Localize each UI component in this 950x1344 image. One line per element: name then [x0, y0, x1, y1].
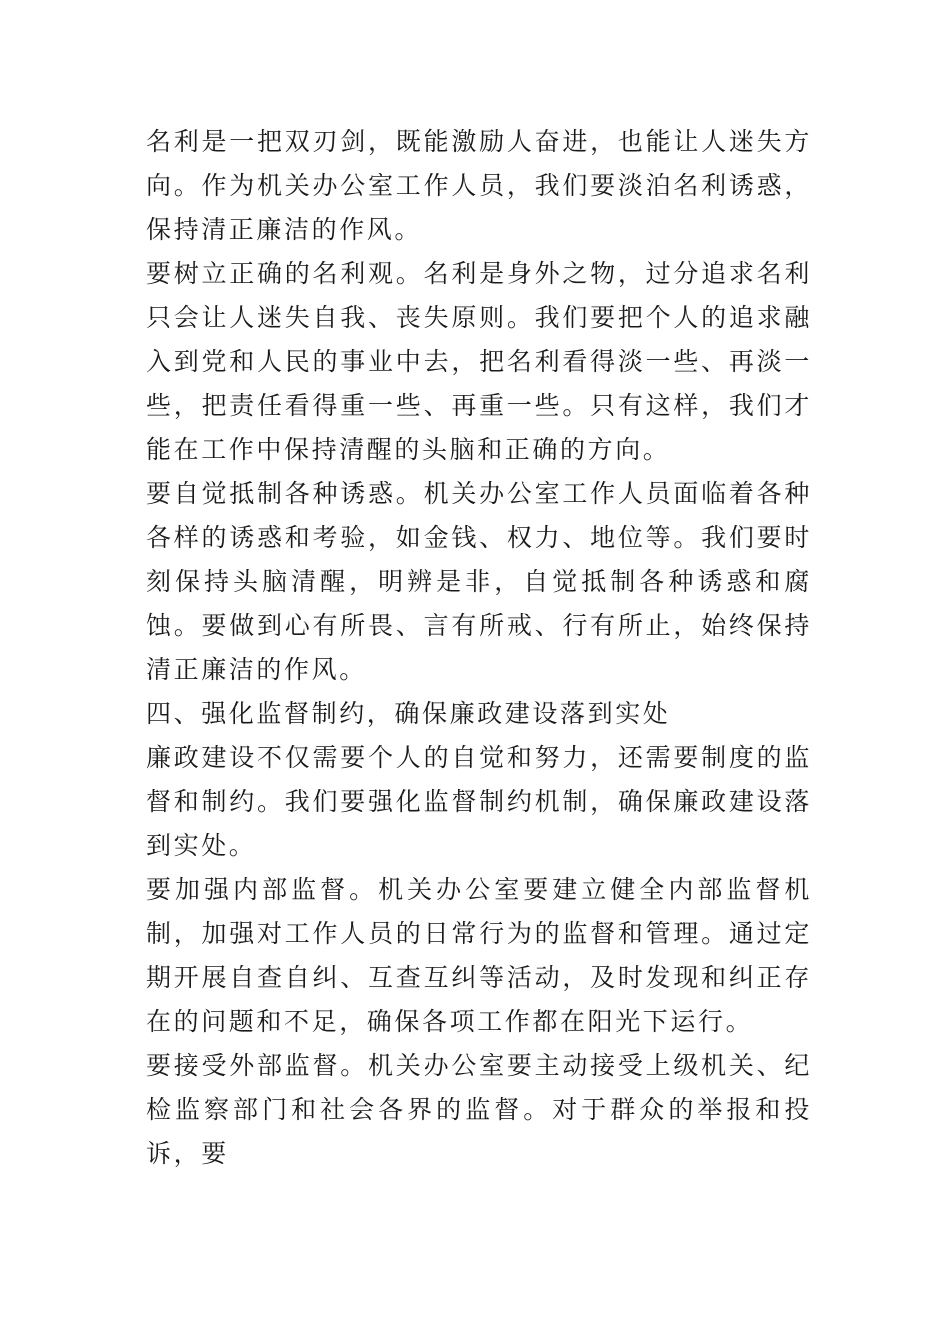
paragraph-external-supervision: 要接受外部监督。机关办公室要主动接受上级机关、纪检监察部门和社会各界的监督。对于群众的举报和投诉，要 — [146, 1051, 812, 1168]
paragraph-supervision-intro: 廉政建设不仅需要个人的自觉和努力，还需要制度的监督和制约。我们要强化监督制约机制，确保廉政建设落到实处。 — [146, 743, 812, 860]
document-body — [146, 120, 812, 1176]
paragraph-resist-temptation: 要自觉抵制各种诱惑。机关办公室工作人员面临着各种各样的诱惑和考验，如金钱、权力、地位等。我们要时刻保持头脑清醒，明辨是非，自觉抵制各种诱惑和腐蚀。要做到心有所畏、言有所戒、行有所止，始终保持清正廉洁的作风。 — [146, 479, 812, 684]
section-heading-four: 四、强化监督制约，确保廉政建设落到实处 — [146, 699, 671, 728]
paragraph-correct-view: 要树立正确的名利观。名利是身外之物，过分追求名利只会让人迷失自我、丧失原则。我们要把个人的追求融入到党和人民的事业中去，把名利看得淡一些、再淡一些，把责任看得重一些、再重一些。只有这样，我们才能在工作中保持清醒的头脑和正确的方向。 — [146, 259, 812, 464]
paragraph-internal-supervision: 要加强内部监督。机关办公室要建立健全内部监督机制，加强对工作人员的日常行为的监督和管理。通过定期开展自查自纠、互查互纠等活动，及时发现和纠正存在的问题和不足，确保各项工作都在阳光下运行。 — [146, 875, 812, 1036]
paragraph-fame-intro: 名利是一把双刃剑，既能激励人奋进，也能让人迷失方向。作为机关办公室工作人员，我们要淡泊名利诱惑，保持清正廉洁的作风。 — [146, 127, 812, 244]
